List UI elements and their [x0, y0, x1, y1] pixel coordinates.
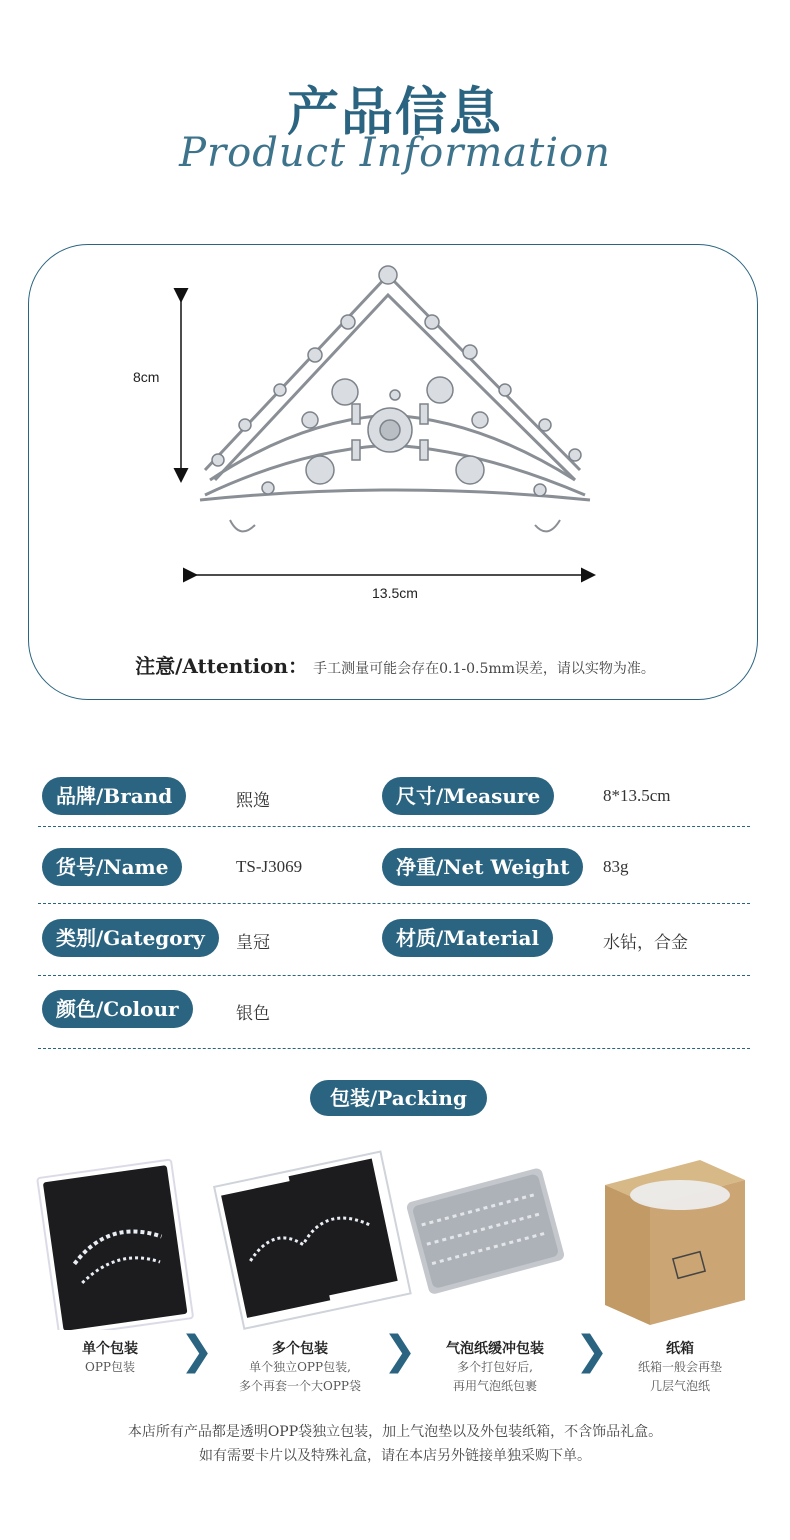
packing-step-4	[615, 1338, 745, 1396]
chevron-right-icon: ❯	[575, 1328, 609, 1374]
bubble-wrap-image	[406, 1167, 566, 1295]
step-desc: 几层气泡纸	[649, 1379, 710, 1393]
row-divider	[38, 903, 750, 904]
spec-label-colour: 颜色/Colour	[42, 990, 193, 1028]
spec-value-brand: 熙逸	[236, 791, 270, 810]
step-desc: 单个独立OPP包装,	[249, 1360, 351, 1374]
step-desc: 多个打包好后,	[457, 1360, 533, 1374]
spec-label-category: 类别/Gategory	[42, 919, 219, 957]
packing-title: 包装/Packing	[310, 1080, 487, 1116]
single-package-image	[37, 1159, 193, 1330]
footer-line-1: 本店所有产品都是透明OPP袋独立包装，加上气泡垫以及外包装纸箱，不含饰品礼盒。	[127, 1424, 663, 1440]
footer-line-2: 如有需要卡片以及特殊礼盒，请在本店另外链接单独采购下单。	[199, 1448, 591, 1464]
step-desc: OPP包装	[85, 1360, 135, 1374]
row-divider	[38, 826, 750, 827]
attention-label: 注意/Attention：	[135, 654, 309, 678]
spec-label-measure: 尺寸/Measure	[382, 777, 554, 815]
step-title: 纸箱	[666, 1341, 694, 1357]
spec-value-measure: 8*13.5cm	[603, 786, 671, 805]
attention-note	[0, 650, 790, 679]
step-desc: 再用气泡纸包裹	[452, 1379, 537, 1393]
spec-label-brand: 品牌/Brand	[42, 777, 186, 815]
page-subtitle: Product Information	[179, 130, 611, 176]
spec-value-category: 皇冠	[236, 933, 270, 952]
spec-label-material: 材质/Material	[382, 919, 553, 957]
chevron-right-icon: ❯	[383, 1328, 417, 1374]
packing-images	[0, 1150, 790, 1330]
step-title: 多个包装	[272, 1341, 328, 1357]
spec-label-name: 货号/Name	[42, 848, 182, 886]
spec-value-colour: 银色	[236, 1004, 270, 1023]
row-divider	[38, 1048, 750, 1049]
packing-step-3	[420, 1338, 570, 1396]
spec-value-weight: 83g	[603, 857, 629, 876]
step-title: 气泡纸缓冲包装	[446, 1341, 544, 1357]
step-title: 单个包装	[82, 1341, 138, 1357]
page-title: 产品信息	[286, 83, 503, 143]
attention-text: 手工测量可能会存在0.1-0.5mm误差，请以实物为准。	[313, 661, 655, 677]
packing-step-2	[225, 1338, 375, 1396]
width-label: 13.5cm	[372, 585, 418, 601]
chevron-right-icon: ❯	[180, 1328, 214, 1374]
packing-step-1	[40, 1338, 180, 1377]
step-desc: 纸箱一般会再垫	[637, 1360, 722, 1374]
spec-label-weight: 净重/Net Weight	[382, 848, 583, 886]
carton-box-image	[605, 1160, 745, 1325]
footer-note	[0, 1420, 790, 1468]
row-divider	[38, 975, 750, 976]
spec-value-name: TS-J3069	[236, 857, 303, 876]
spec-value-material: 水钻，合金	[603, 933, 688, 952]
rhinestones	[212, 266, 581, 496]
height-label: 8cm	[133, 369, 160, 385]
tiara-illustration	[0, 0, 790, 720]
tiara-icon	[200, 275, 590, 531]
step-desc: 多个再套一个大OPP袋	[239, 1379, 361, 1393]
multiple-package-image	[214, 1152, 410, 1329]
